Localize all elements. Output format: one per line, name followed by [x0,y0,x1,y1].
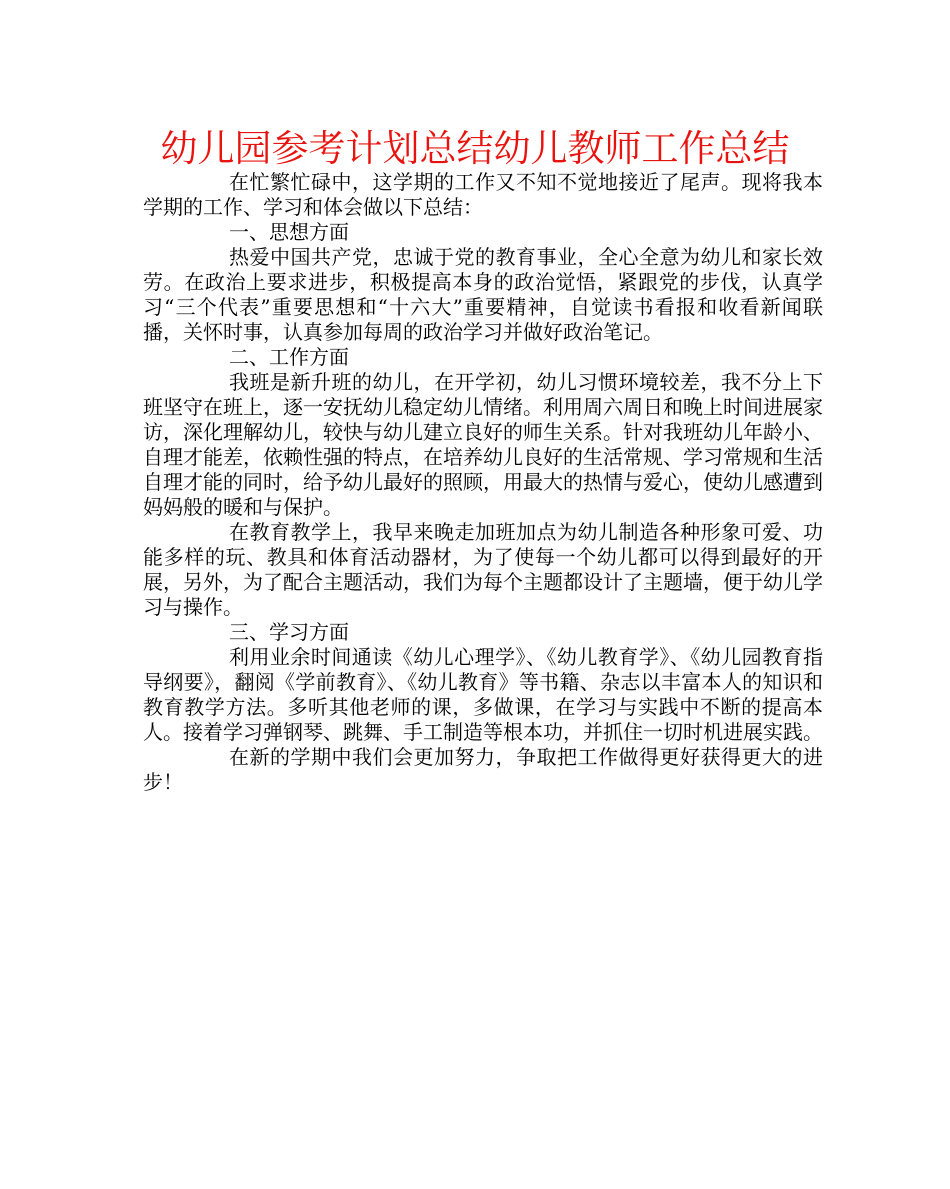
section-heading-study: 三、学习方面 [229,620,349,644]
intro-paragraph: 在忙繁忙碌中，这学期的工作又不知不觉地接近了尾声。现将我本学期的工作、学习和体会做以下总结： [143,170,823,219]
section-heading-work: 二、工作方面 [229,345,349,369]
conclusion-paragraph: 在新的学期中我们会更加努力，争取把工作做得更好获得更大的进步！ [143,745,823,794]
thought-paragraph: 热爱中国共产党，忠诚于党的教育事业，全心全意为幼儿和家长效劳。在政治上要求进步，积极提高本身的政治觉悟，紧跟党的步伐，认真学习“三个代表”重要思想和“十六大”重要精神，自觉读书看报和收看新闻联播，关怀时事，认真参加每周的政治学习并做好政治笔记。 [143,245,823,344]
work-paragraph-1: 我班是新升班的幼儿，在开学初，幼儿习惯环境较差，我不分上下班坚守在班上，逐一安抚幼儿稳定幼儿情绪。利用周六周日和晚上时间进展家访，深化理解幼儿，较快与幼儿建立良好的师生关系。针对我班幼儿年龄小、自理才能差，依赖性强的特点，在培养幼儿良好的生活常规、学习常规和生活自理才能的同时，给予幼儿最好的照顾，用最大的热情与爱心，使幼儿感遭到妈妈般的暖和与保护。 [143,370,823,519]
document-title: 幼儿园参考计划总结幼儿教师工作总结 [160,127,790,170]
study-paragraph: 利用业余时间通读《幼儿心理学》、《幼儿教育学》、《幼儿园教育指导纲要》，翻阅《学前教育》、《幼儿教育》等书籍、杂志以丰富本人的知识和教育教学方法。多听其他老师的课，多做课，在学习与实践中不断的提高本人。接着学习弹钢琴、跳舞、手工制造等根本功，并抓住一切时机进展实践。 [143,645,823,744]
work-paragraph-2: 在教育教学上，我早来晚走加班加点为幼儿制造各种形象可爱、功能多样的玩、教具和体育活动器材，为了使每一个幼儿都可以得到最好的开展，另外，为了配合主题活动，我们为每个主题都设计了主题墙，便于幼儿学习与操作。 [143,520,823,619]
section-heading-thought: 一、思想方面 [229,220,349,244]
document-body [143,170,823,795]
